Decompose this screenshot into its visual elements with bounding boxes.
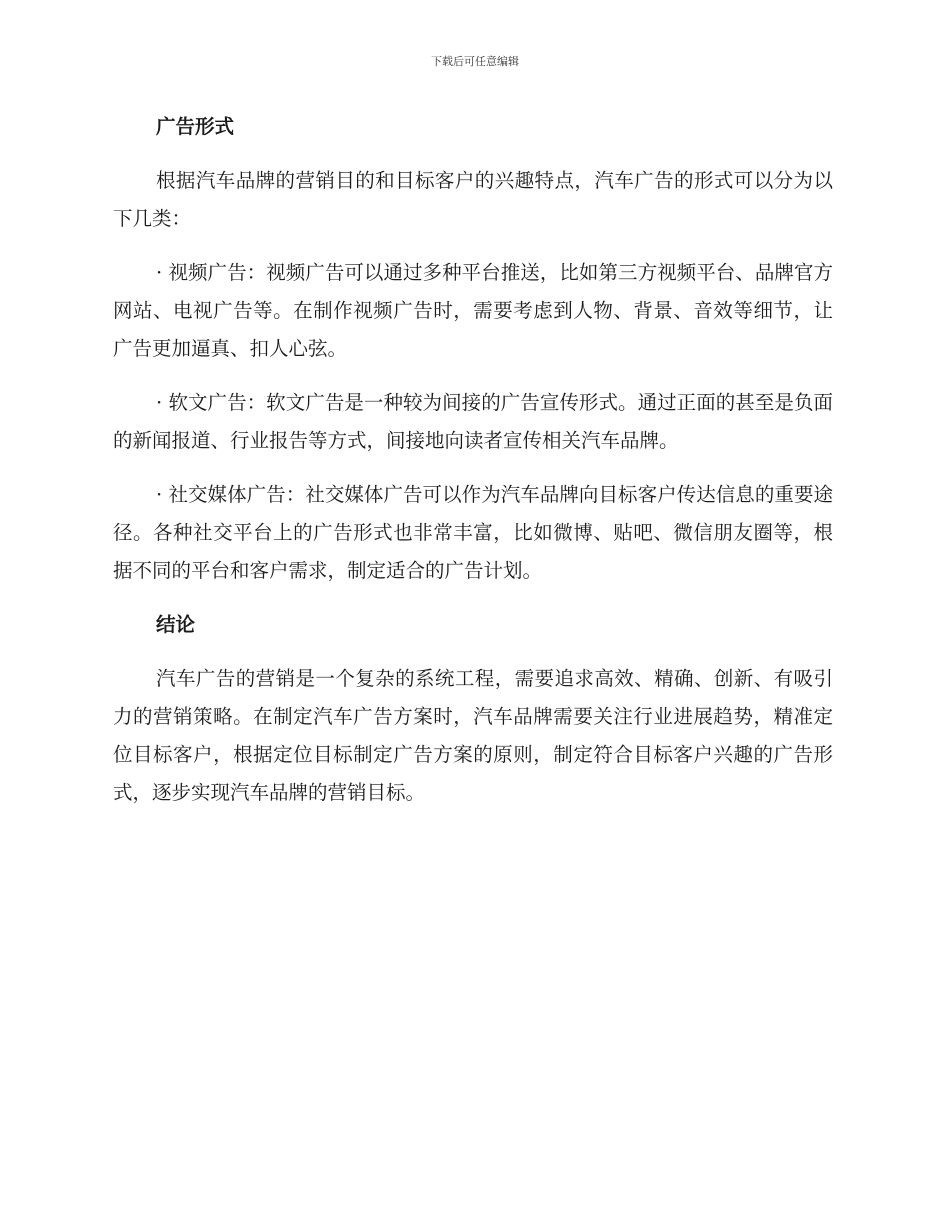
page-header-note: 下载后可任意编辑 bbox=[431, 55, 519, 68]
paragraph-ad-forms-intro: 根据汽车品牌的营销目的和目标客户的兴趣特点，汽车广告的形式可以分为以下几类： bbox=[113, 169, 833, 230]
section-heading-ad-forms: 广告形式 bbox=[156, 115, 235, 138]
section-heading-conclusion: 结论 bbox=[156, 613, 196, 636]
document-body bbox=[113, 108, 833, 812]
paragraph-soft-ads: · 软文广告：软文广告是一种较为间接的广告宣传形式。通过正面的甚至是负面的新闻报道、行业报告等方式，间接地向读者宣传相关汽车品牌。 bbox=[113, 391, 833, 452]
paragraph-social-media-ads: · 社交媒体广告：社交媒体广告可以作为汽车品牌向目标客户传达信息的重要途径。各种社交平台上的广告形式也非常丰富，比如微博、贴吧、微信朋友圈等，根据不同的平台和客户需求，制定适合的广告计划。 bbox=[113, 483, 833, 582]
paragraph-video-ads: · 视频广告：视频广告可以通过多种平台推送，比如第三方视频平台、品牌官方网站、电视广告等。在制作视频广告时，需要考虑到人物、背景、音效等细节，让广告更加逼真、扣人心弦。 bbox=[113, 261, 833, 360]
paragraph-conclusion: 汽车广告的营销是一个复杂的系统工程，需要追求高效、精确、创新、有吸引力的营销策略。在制定汽车广告方案时，汽车品牌需要关注行业进展趋势，精准定位目标客户，根据定位目标制定广告方案的原则，制定符合目标客户兴趣的广告形式，逐步实现汽车品牌的营销目标。 bbox=[113, 667, 833, 804]
